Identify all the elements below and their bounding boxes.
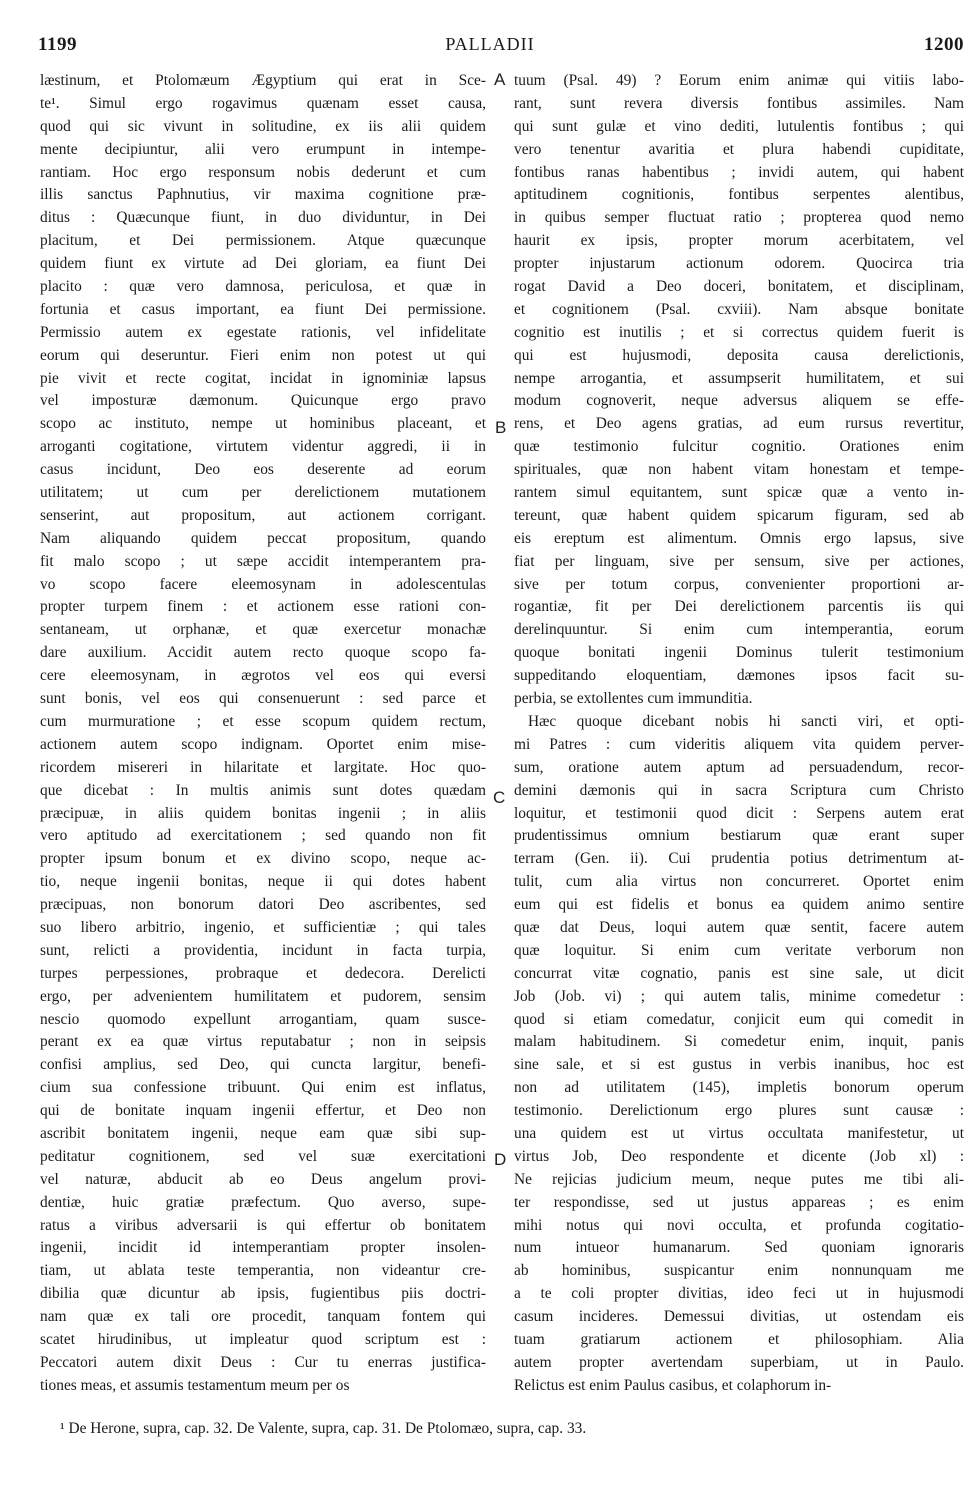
text-line: utilitatem; ut cum per derelictionem mutationem — [40, 484, 486, 502]
text-line: sunt, relicti a providentia, incidunt in facta turpia, — [40, 941, 486, 959]
margin-marker-a: A — [494, 70, 506, 89]
right-text-column — [514, 70, 964, 1398]
text-line: præcipuas, non bonorum datori Deo ascribentes, sed — [40, 896, 486, 914]
text-line: scopo ac instituto, nempe ut hominibus placeant, et — [40, 415, 486, 433]
text-line: terram (Gen. ii). Cui prudentia potius detrimentum at- — [514, 850, 964, 868]
text-line: casum incideres. Demessui divitias, ut ostendam eis — [514, 1308, 964, 1326]
text-line: vel imposturæ dæmonum. Quicunque ergo pravo — [40, 392, 486, 410]
text-line: fit malo scopo ; ut sæpe accidit intemperantem pra- — [40, 552, 486, 570]
text-line: propter turpem finem : et actionem esse rationi con- — [40, 598, 486, 616]
text-line: qui sunt gulæ et vino dediti, lutulentis fontibus ; qui — [514, 117, 964, 135]
text-line: autem propter avertendam superbiam, ut in Paulo. — [514, 1353, 964, 1371]
text-line: ingenii, incidit id intemperantiam propter insolen- — [40, 1239, 486, 1257]
text-line: fiat per linguam, sive per sensum, sive per actiones, — [514, 552, 964, 570]
text-line: te¹. Simul ergo rogavimus quænam esset causa, — [40, 94, 486, 112]
text-line: tuum (Psal. 49) ? Eorum enim animæ qui vitiis labo- — [514, 72, 964, 89]
text-line: casus incidunt, Deo eos deserente ad eorum — [40, 461, 486, 479]
text-line: concurrat vitæ cognatio, panis est sine sale, ut dicit — [514, 964, 964, 982]
text-line: modum cognoverit, neque adversus aliquem se effe- — [514, 392, 964, 410]
text-line: suo libero arbitrio, ingenio, et sufficientiæ ; qui tales — [40, 918, 486, 936]
text-line: rantem simul equitantem, sunt spicæ quæ a vento in- — [514, 484, 964, 502]
text-line: rens, et Deo agens gratias, ad eum rursus revertitur, — [514, 415, 964, 433]
text-line: sentaneam, ut orphanæ, et quæ exercetur monachæ — [40, 621, 486, 639]
text-line: spirituales, quæ non habent vitam honestam et tempe- — [514, 461, 964, 479]
text-line: quidem fiunt ex virtute ad Dei gloriam, ea fiunt Dei — [40, 255, 486, 273]
text-line: eis ereptum est alimentum. Omnis ergo lapsus, sive — [514, 529, 964, 547]
text-line: sunt bonis, vel eos qui consenuerunt : sed parce et — [40, 690, 486, 708]
text-line: dibilia quæ dicuntur ab ipsis, fugientibus piis doctri- — [40, 1285, 486, 1303]
text-line: cere eleemosynam, in ægrotos vel eos qui eversi — [40, 667, 486, 685]
text-line: rant, sunt revera diversis fontibus assimiles. Nam — [514, 94, 964, 112]
text-line: vo scopo facere eleemosynam in adolescentulas — [40, 575, 486, 593]
left-column-number: 1199 — [38, 34, 77, 55]
text-line: in quibus semper fluctuat ratio ; propterea quod nemo — [514, 209, 964, 227]
text-line: eorum qui deseruntur. Fieri enim non potest ut qui — [40, 346, 486, 364]
text-line: cium sua confessione tribuunt. Qui enim est inflatus, — [40, 1079, 486, 1097]
text-line: Permissio autem ex egestate rationis, vel infidelitate — [40, 323, 486, 341]
text-line: que dicebat : In multis animis sunt dotes quædam — [40, 781, 486, 799]
text-line: scatet hirudinibus, ut impleatur quod scriptum est : — [40, 1330, 486, 1348]
text-line: a te coli propter divitias, ideo feci ut in hujusmodi — [514, 1285, 964, 1303]
text-line: perant ex ea quæ virtus reputabatur ; non in seipsis — [40, 1033, 486, 1051]
footnote: ¹ De Herone, supra, cap. 32. De Valente, supra, cap. 31. De Ptolomæo, supra, cap. 33. — [60, 1420, 587, 1437]
text-line: ab hominibus, suspicantur enim nonnunquam me — [514, 1262, 964, 1280]
text-line: fontibus ranas habentibus ; invidi autem, qui habent — [514, 163, 964, 181]
text-line: quod qui sic vivunt in solitudine, ex iis alii quidem — [40, 117, 486, 135]
text-line: malam habitudinem. Si comedetur enim, inquit, panis — [514, 1033, 964, 1051]
text-line: qui est hujusmodi, deposita causa derelictionis, — [514, 346, 964, 364]
text-line: eum qui est fidelis et bonus ea quidem animo sentire — [514, 896, 964, 914]
text-line: ditus : Quæcunque fiunt, in duo dividuntur, in Dei — [40, 209, 486, 227]
text-line: tiam, ut ablata teste temperantia, non videantur cre- — [40, 1262, 486, 1280]
margin-marker-d: D — [494, 1150, 507, 1169]
text-line: nempe arrogantia, et assumpserit humilitatem, et sui — [514, 369, 964, 387]
text-line: ricordem misereri in hilaritate et largitate. Hoc quo- — [40, 758, 486, 776]
text-line: Nam aliquando quidem peccat propositum, quando — [40, 529, 486, 547]
text-line: quæ testimonio fulcitur cognitio. Orationes enim — [514, 438, 964, 456]
text-line: Peccatori autem dixit Deus : Cur tu enerras justifica- — [40, 1353, 486, 1371]
text-line: rogat David a Deo doceri, bonitatem, et disciplinam, — [514, 278, 964, 296]
margin-marker-c: C — [493, 788, 506, 807]
text-line: quæ dat Deus, loqui autem quæ sentit, facere autem — [514, 918, 964, 936]
text-line: rogantiæ, fit per Dei derelictionem parcentis iis qui — [514, 598, 964, 616]
page-header — [0, 34, 980, 60]
text-line: peditatur cognitionem, sed vel suæ exercitationi — [40, 1147, 486, 1165]
text-line: cum murmuratione ; et esse scopum quidem rectum, — [40, 712, 486, 730]
text-line: Hæc quoque dicebant nobis hi sancti viri, et opti- — [528, 712, 964, 730]
text-line: turpes perpessiones, probraque et dedecora. Derelicti — [40, 964, 486, 982]
margin-marker-b: B — [495, 418, 507, 437]
text-line: una quidem est ut virtus occultata manifestetur, ut — [514, 1124, 964, 1142]
text-line: haurit ex ipsis, propter morum acerbitatem, vel — [514, 232, 964, 250]
text-line: demini dæmonis qui in sacra Scriptura cum Christo — [514, 781, 964, 799]
text-line: quod si etiam comedatur, conjicit eum qui comedit in — [514, 1010, 964, 1028]
text-line: non ad utilitatem (145), impletis bonorum operum — [514, 1079, 964, 1097]
text-line: et cognitionem (Psal. cxviii). Nam absque bonitate — [514, 300, 964, 318]
text-line: confisi amplius, sed Deo, qui cuncta largitur, benefi- — [40, 1056, 486, 1074]
text-line: tereunt, quæ habent quidem spicarum figuram, sed ab — [514, 506, 964, 524]
text-line: vero tenentur avaritia et plura habendi cupiditate, — [514, 140, 964, 158]
text-line: virtus Job, Deo respondente et dicente (Job xl) : — [514, 1147, 964, 1165]
text-line: fortunia et casus important, ea fiunt Dei permissione. — [40, 300, 486, 318]
text-line: cognitio est inutilis ; et si correctus quidem fuerit is — [514, 323, 964, 341]
text-line: suppeditando eloquentiam, dæmones ipsos facit su- — [514, 667, 964, 685]
text-line: num intueor humanarum. Sed quoniam ignoraris — [514, 1239, 964, 1257]
text-line: pie vivit et recte cogitat, incidat in ignominiæ lapsus — [40, 369, 486, 387]
text-line: præcipuæ, in aliis quidem bonitas ingenii ; in aliis — [40, 804, 486, 822]
text-line: ter respondisse, sed ut justus appareas ; es enim — [514, 1193, 964, 1211]
text-line: ergo, per advenientem humilitatem et pudorem, sensim — [40, 987, 486, 1005]
text-line: qui de bonitate inquam ingenii effertur, et Deo non — [40, 1102, 486, 1120]
text-line: perbia, se extollentes cum immunditia. — [514, 690, 753, 708]
text-line: testimonio. Derelictionum ergo plures sunt causæ : — [514, 1102, 964, 1120]
text-line: illis sanctus Paphnutius, vir maxima cognitione præ- — [40, 186, 486, 204]
right-column-number: 1200 — [924, 34, 964, 55]
text-line: placito : quæ vero damnosa, periculosa, et quæ in — [40, 278, 486, 296]
text-line: nescio quomodo expellunt arrogantiam, quam susce- — [40, 1010, 486, 1028]
text-line: actionem autem scopo indignam. Oportet enim mise- — [40, 735, 486, 753]
text-line: tio, neque ingenii bonitas, neque ii qui dotes habent — [40, 873, 486, 891]
text-line: tiones meas, et assumis testamentum meum per os — [40, 1376, 350, 1394]
text-line: Job (Job. vi) ; qui autem talis, minime comedetur : — [514, 987, 964, 1005]
left-text-column — [40, 70, 486, 1398]
text-line: ascribit bonitatem ingenii, neque eam quæ sibi sup- — [40, 1124, 486, 1142]
running-title: PALLADII — [445, 34, 535, 54]
text-line: senserint, aut propositum, aut actionem corrigant. — [40, 506, 486, 524]
text-line: ratus a viribus adversarii is qui effertur ob bonitatem — [40, 1216, 486, 1234]
text-line: quoque bonitati ingenii Dominus tulerit testimonium — [514, 644, 964, 662]
text-line: læstinum, et Ptolomæum Ægyptium qui erat in Sce- — [40, 72, 486, 89]
text-line: placitum, et Dei permissionem. Atque quæcunque — [40, 232, 486, 250]
text-line: nam quæ ex tali ore procedit, tanquam fontem qui — [40, 1308, 486, 1326]
text-line: vel naturæ, abducit ab eo Deus angelum provi- — [40, 1170, 486, 1188]
text-line: mihi notus qui novi occulta, et profunda cogitatio- — [514, 1216, 964, 1234]
text-line: loquitur, et testimonii quod dicit : Serpens autem erat — [514, 804, 964, 822]
text-line: derelinquuntur. Si enim cum intemperantia, eorum — [514, 621, 964, 639]
text-line: mi Patres : cum videritis aliquem vita quidem perver- — [514, 735, 964, 753]
text-line: Relictus est enim Paulus casibus, et colaphorum in- — [514, 1376, 832, 1394]
text-line: aptitudinem cognitionis, fontibus serpentes alentibus, — [514, 186, 964, 204]
text-line: sum, oratione autem aptum ad persuadendum, recor- — [514, 758, 964, 776]
text-line: Ne rejicias judicium meum, neque putes me tibi ali- — [514, 1170, 964, 1188]
text-line: tulit, cum alia virtus non concurreret. Oportet enim — [514, 873, 964, 891]
text-line: dentiæ, huic gratiæ præfectum. Quo averso, supe- — [40, 1193, 486, 1211]
text-line: propter injustarum actionum odorem. Quocirca tria — [514, 255, 964, 273]
text-line: sive per totum corpus, convenienter proportioni ar- — [514, 575, 964, 593]
text-line: rantiam. Hoc ergo responsum nobis dederunt et cum — [40, 163, 486, 181]
text-line: dare auxilium. Accidit autem recto quoque scopo fa- — [40, 644, 486, 662]
text-line: vero aptitudo ad exercitationem ; sed quando non fit — [40, 827, 486, 845]
text-line: quæ loquitur. Si enim cum veritate verborum non — [514, 941, 964, 959]
text-line: arroganti cogitatione, virtutem videntur aggredi, ii in — [40, 438, 486, 456]
text-line: sine sale, et si est gustus in verbis inanibus, hoc est — [514, 1056, 964, 1074]
text-line: mente decipiuntur, alii vero erumpunt in intempe- — [40, 140, 486, 158]
text-line: tuam gratiarum actionem et philosophiam. Alia — [514, 1330, 964, 1348]
text-line: propter ipsum bonum et ex divino scopo, neque ac- — [40, 850, 486, 868]
text-line: prudentissimus omnium bestiarum quæ erant super — [514, 827, 964, 845]
